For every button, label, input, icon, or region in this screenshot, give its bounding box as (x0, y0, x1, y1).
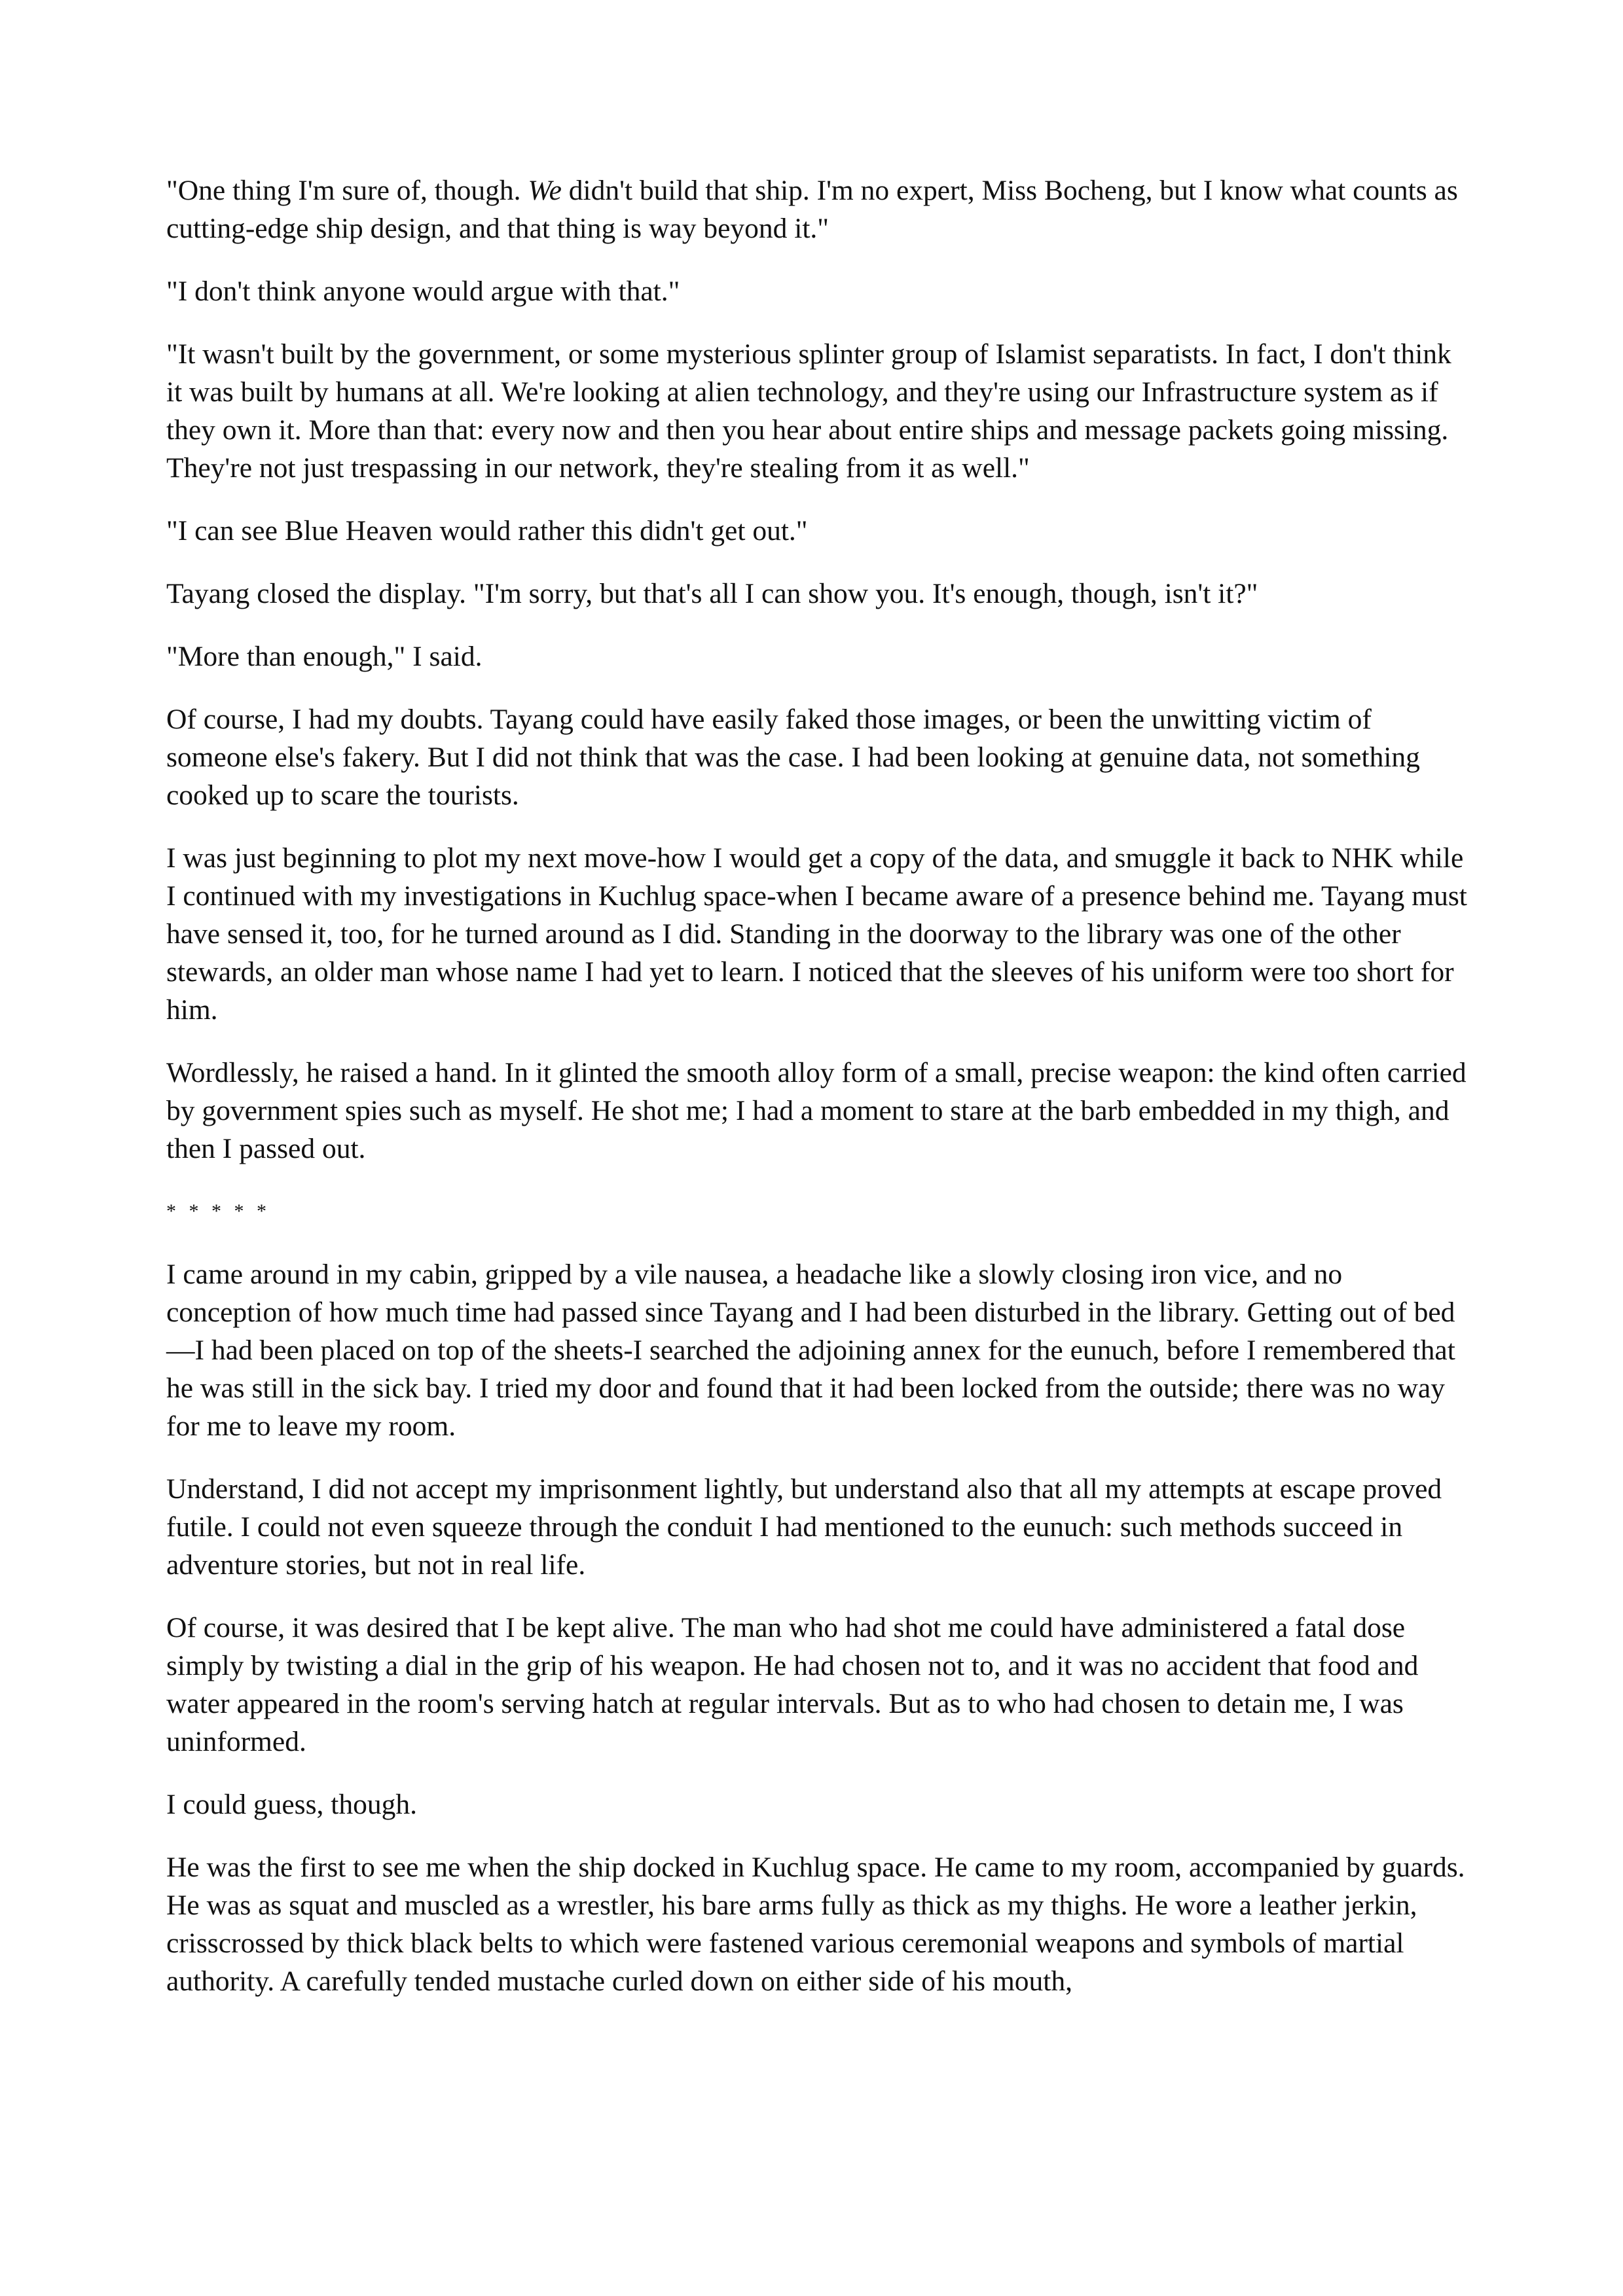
paragraph: Tayang closed the display. "I'm sorry, but that's all I can show you. It's enough, though, isn't it?" (166, 578, 1258, 609)
paragraph: "More than enough," I said. (166, 641, 483, 672)
paragraph: He was the first to see me when the ship docked in Kuchlug space. He came to my room, accompanied by guards. He was as squat and muscled as a wrestler, his bare arms fully as thick as my thighs. He wore a leather jerkin, crisscrossed by thick black belts to which were fastened various ceremonial weapons and symbols of martial authority. A carefully tended mustache curled down on either side of his mouth, (166, 1852, 1465, 1997)
paragraph: I could guess, though. (166, 1789, 418, 1820)
paragraph-text: "One thing I'm sure of, though. (166, 175, 528, 206)
paragraph: Of course, I had my doubts. Tayang could have easily faked those images, or been the unwitting victim of someone else's fakery. But I did not think that was the case. I had been looking at genuine data, not something cooked up to scare the tourists. (166, 704, 1420, 811)
scene-break: * * * * * (166, 1200, 270, 1222)
paragraph: "I can see Blue Heaven would rather this didn't get out." (166, 515, 808, 547)
paragraph: I was just beginning to plot my next move-how I would get a copy of the data, and smuggle it back to NHK while I continued with my investigations in Kuchlug space-when I became aware of a presence behind me. Tayang must have sensed it, too, for he turned around as I did. Standing in the doorway to the library was one of the other stewards, an older man whose name I had yet to learn. I noticed that the sleeves of his uniform were too short for him. (166, 842, 1467, 1026)
emphasis-text: We (528, 175, 562, 206)
paragraph: "I don't think anyone would argue with that." (166, 276, 680, 307)
body-text (166, 171, 1469, 2025)
paragraph: I came around in my cabin, gripped by a vile nausea, a headache like a slowly closing iron vice, and no conception of how much time had passed since Tayang and I had been disturbed in the library. Getting out of bed—I had been placed on top of the sheets-I searched the adjoining annex for the eunuch, before I remembered that he was still in the sick bay. I tried my door and found that it had been locked from the outside; there was no way for me to leave my room. (166, 1259, 1455, 1442)
paragraph: Of course, it was desired that I be kept alive. The man who had shot me could have administered a fatal dose simply by twisting a dial in the grip of his weapon. He had chosen not to, and it was no accident that food and water appeared in the room's serving hatch at regular intervals. But as to who had chosen to detain me, I was uninformed. (166, 1612, 1419, 1757)
paragraph (166, 171, 1469, 247)
paragraph: "It wasn't built by the government, or some mysterious splinter group of Islamist separatists. In fact, I don't think it was built by humans at all. We're looking at alien technology, and they're using our Infrastructure system as if they own it. More than that: every now and then you hear about entire ships and message packets going missing. They're not just trespassing in our network, they're stealing from it as well." (166, 338, 1451, 484)
paragraph-text: didn't build that ship. I'm no expert, Miss Bocheng, but I know what counts as cutting-edge ship design, and that thing is way beyond it." (166, 175, 1458, 244)
paragraph: Wordlessly, he raised a hand. In it glinted the smooth alloy form of a small, precise weapon: the kind often carried by government spies such as myself. He shot me; I had a moment to stare at the barb embedded in my thigh, and then I passed out. (166, 1057, 1467, 1164)
paragraph: Understand, I did not accept my imprisonment lightly, but understand also that all my attempts at escape proved futile. I could not even squeeze through the conduit I had mentioned to the eunuch: such methods succeed in adventure stories, but not in real life. (166, 1473, 1442, 1581)
